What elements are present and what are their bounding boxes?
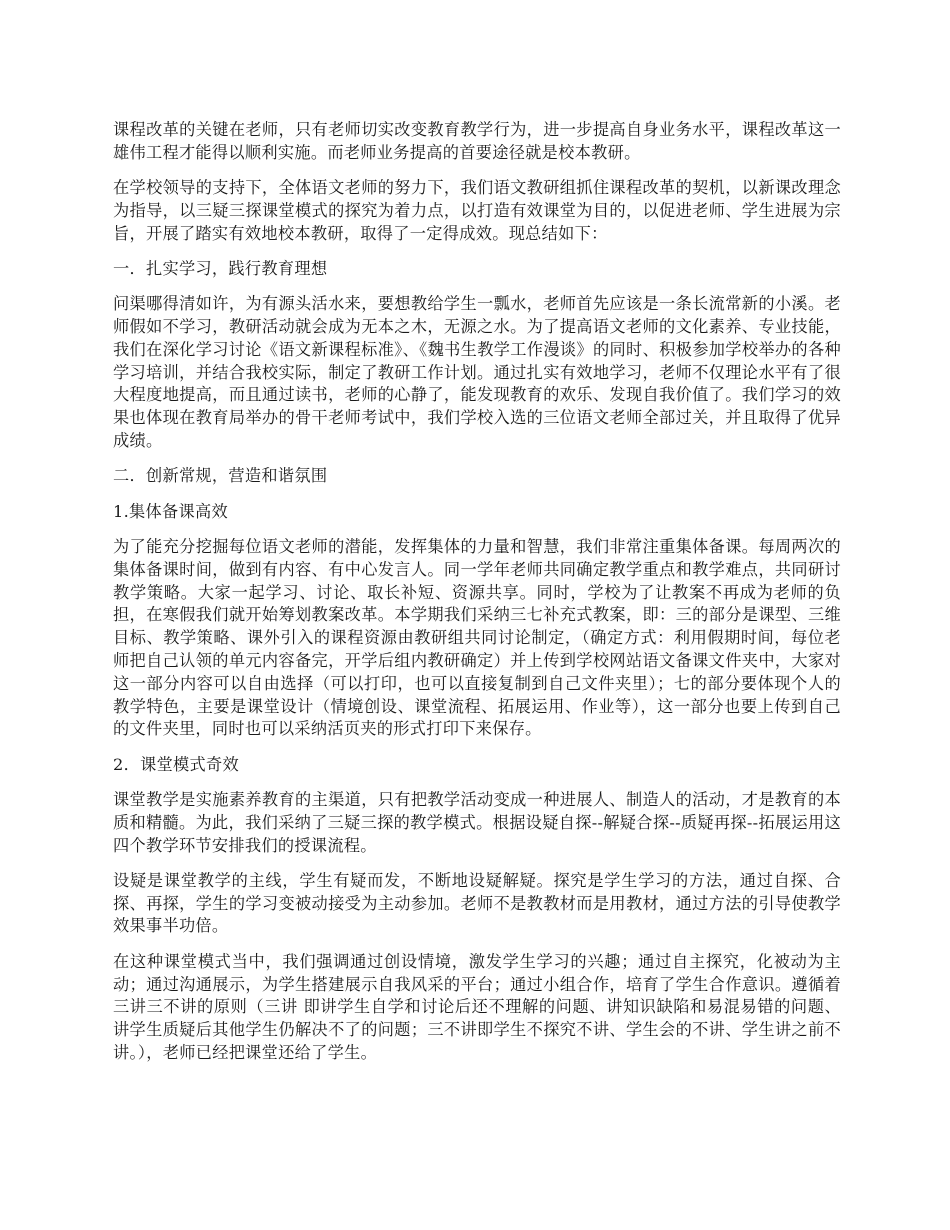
paragraph-classroom-model: 课堂教学是实施素养教育的主渠道，只有把教学活动变成一种进展人、制造人的活动，才是教育的本质和精髓。为此，我们采纳了三疑三探的教学模式。根据设疑自探--解疑合探--质疑再探--拓展运用这四个教学环节安排我们的授课流程。 — [113, 789, 841, 855]
paragraph-intro: 课程改革的关键在老师，只有老师切实改变教育教学行为，进一步提高自身业务水平，课程改革这一雄伟工程才能得以顺利实施。而老师业务提高的首要途径就是校本教研。 — [113, 120, 841, 162]
section-heading-2: 二．创新常规，营造和谐氛围 — [113, 466, 328, 486]
subsection-heading-2: 2．课堂模式奇效 — [113, 754, 240, 774]
paragraph-principles: 在这种课堂模式当中，我们强调通过创设情境，激发学生学习的兴趣；通过自主探究，化被动为主动；通过沟通展示，为学生搭建展示自我风采的平台；通过小组合作，培育了学生合作意识。遵循着三讲三不讲的原则（三讲 即讲学生自学和讨论后还不理解的问题、讲知识缺陷和易混易错的问题、讲学生质疑后其他学生仍解决不了的问题；三不讲即学生不探究不讲、学生会的不讲、学生讲之前不讲。），老师已经把课堂还给了学生。 — [113, 951, 841, 1062]
paragraph-lesson-prep: 为了能充分挖掘每位语文老师的潜能，发挥集体的力量和智慧，我们非常注重集体备课。每周两次的集体备课时间，做到有内容、有中心发言人。同一学年老师共同确定教学重点和教学难点，共同研讨教学策略。大家一起学习、讨论、取长补短、资源共享。同时，学校为了让教案不再成为老师的负担，在寒假我们就开始筹划教案改革。本学期我们采纳三七补充式教案，即：三的部分是课型、三维目标、教学策略、课外引入的课程资源由教研组共同讨论制定，（确定方式：利用假期时间，每位老师把自己认领的单元内容备完，开学后组内教研确定）并上传到学校网站语文备课文件夹中，大家对这一部分内容可以自由选择（可以打印，也可以直接复制到自己文件夹里）；七的部分要体现个人的教学特色，主要是课堂设计（情境创设、课堂流程、拓展运用、作业等），这一部分也要上传到自己的文件夹里，同时也可以采纳活页夹的形式打印下来保存。 — [113, 536, 841, 739]
paragraph-summary: 在学校领导的支持下，全体语文老师的努力下，我们语文教研组抓住课程改革的契机，以新课改理念为指导，以三疑三探课堂模式的探究为着力点，以打造有效课堂为目的，以促进老师、学生进展为宗旨，开展了踏实有效地校本教研，取得了一定得成效。现总结如下： — [113, 178, 841, 243]
document-body — [113, 119, 841, 1077]
section-heading-1: 一．扎实学习，践行教育理想 — [113, 258, 328, 278]
paragraph-inquiry: 设疑是课堂教学的主线，学生有疑而发，不断地设疑解疑。探究是学生学习的方法，通过自探、合探、再探，学生的学习变被动接受为主动参加。老师不是教教材而是用教材，通过方法的引导使教学效果事半功倍。 — [113, 870, 841, 936]
paragraph-learning: 问渠哪得清如许，为有源头活水来，要想教给学生一瓢水，老师首先应该是一条长流常新的小溪。老师假如不学习，教研活动就会成为无本之木，无源之水。为了提高语文老师的文化素养、专业技能，我们在深化学习讨论《语文新课程标准》、《魏书生教学工作漫谈》的同时、积极参加学校举办的各种学习培训，并结合我校实际，制定了教研工作计划。通过扎实有效地学习，老师不仅理论水平有了很大程度地提高，而且通过读书，老师的心静了，能发现教育的欢乐、发现自我价值了。我们学习的效果也体现在教育局举办的骨干老师考试中，我们学校入选的三位语文老师全部过关，并且取得了优异成绩。 — [113, 294, 841, 451]
subsection-heading-1: 1.集体备课高效 — [113, 501, 228, 521]
